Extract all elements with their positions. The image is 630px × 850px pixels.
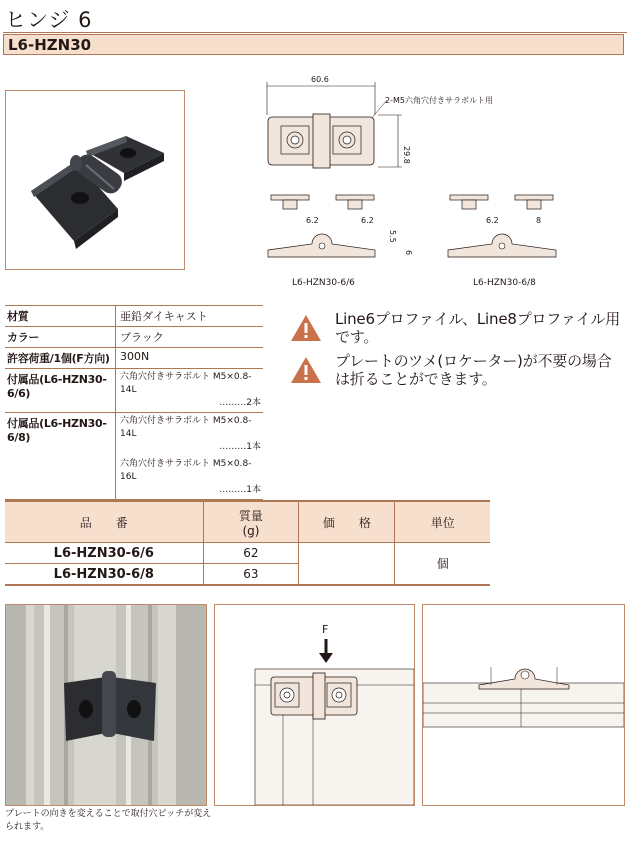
spec-row (5, 348, 263, 369)
spec-row (5, 306, 263, 327)
header-part: 品 番 (5, 501, 203, 543)
dimension-drawing (240, 70, 620, 295)
force-label: F (322, 623, 329, 636)
price-cell (299, 543, 395, 586)
force-direction-figure (214, 604, 415, 806)
spec-row (5, 413, 263, 500)
part-number: L6-HZN30-6/6 (5, 543, 203, 564)
warning-text: Line6プロファイル、Line8プロファイル用です。 (335, 310, 621, 346)
label-6-6: L6-HZN30-6/6 (292, 278, 355, 288)
mass-value: 62 (203, 543, 299, 564)
profile-photo-illustration (6, 605, 206, 805)
dim-6-2c: 6.2 (486, 216, 499, 225)
product-photo (5, 90, 185, 270)
accessory-name: 六角穴付きサラボルト M5×0.8-14L (120, 372, 252, 395)
price-table-header (5, 501, 490, 543)
page-title: ヒンジ 6 (5, 8, 93, 32)
spec-value: ブラック (116, 327, 264, 348)
force-diagram (215, 605, 414, 805)
dim-height: 29.8 (402, 146, 411, 164)
spec-key: 付属品(L6-HZN30-6/8) (5, 413, 116, 500)
mass-value: 63 (203, 564, 299, 586)
spec-key: 付属品(L6-HZN30-6/6) (5, 369, 116, 413)
installation-photo (5, 604, 207, 806)
hinge-photo-illustration (6, 91, 184, 269)
table-row (5, 543, 490, 564)
header-price: 価 格 (299, 501, 395, 543)
spec-key: カラー (5, 327, 116, 348)
accessory-name: 六角穴付きサラボルト M5×0.8-16L (120, 459, 252, 482)
warning-text: プレートのツメ(ロケーター)が不要の場合は折ることができます。 (335, 352, 612, 388)
part-number: L6-HZN30-6/8 (5, 564, 203, 586)
dim-5-5: 5.5 (388, 230, 397, 243)
spec-key: 許容荷重/1個(F方向) (5, 348, 116, 369)
photo-caption: プレートの向きを変えることで取付穴ピッチが変えられます。 (5, 809, 212, 832)
accessory-name: 六角穴付きサラボルト M5×0.8-14L (120, 416, 252, 439)
spec-value: 亜鉛ダイキャスト (116, 306, 264, 327)
spec-row (5, 369, 263, 413)
dim-6: 6 (404, 250, 413, 256)
spec-table (5, 305, 263, 500)
header-mass-unit: (g) (242, 523, 260, 538)
accessory-qty: ………1本 (219, 485, 261, 495)
dim-6-2a: 6.2 (306, 216, 319, 225)
dim-width: 60.6 (311, 75, 329, 84)
accessory-qty: ………1本 (219, 442, 261, 452)
spec-value (116, 413, 264, 500)
bolt-note: 2-M5六角穴付きサラボルト用 (385, 96, 493, 105)
spec-key: 材質 (5, 306, 116, 327)
spec-value (116, 369, 264, 413)
warning-icon (290, 356, 322, 384)
price-table (5, 500, 490, 586)
side-view-figure (422, 604, 625, 806)
dim-8: 8 (536, 216, 542, 225)
accessory-qty: ………2本 (219, 398, 261, 408)
warning-note (290, 352, 620, 392)
product-code-bar: L6-HZN30 (3, 34, 624, 55)
warning-icon (290, 314, 322, 342)
spec-value: 300N (116, 348, 264, 369)
dim-6-2b: 6.2 (361, 216, 374, 225)
header-unit: 単位 (395, 501, 490, 543)
warning-note (290, 310, 620, 350)
header-mass (203, 501, 299, 543)
header-mass-label: 質量 (238, 508, 263, 523)
spec-row (5, 327, 263, 348)
side-view-diagram (423, 605, 624, 805)
label-6-8: L6-HZN30-6/8 (473, 278, 536, 288)
unit-value: 個 (395, 543, 490, 586)
title-divider (3, 32, 627, 33)
